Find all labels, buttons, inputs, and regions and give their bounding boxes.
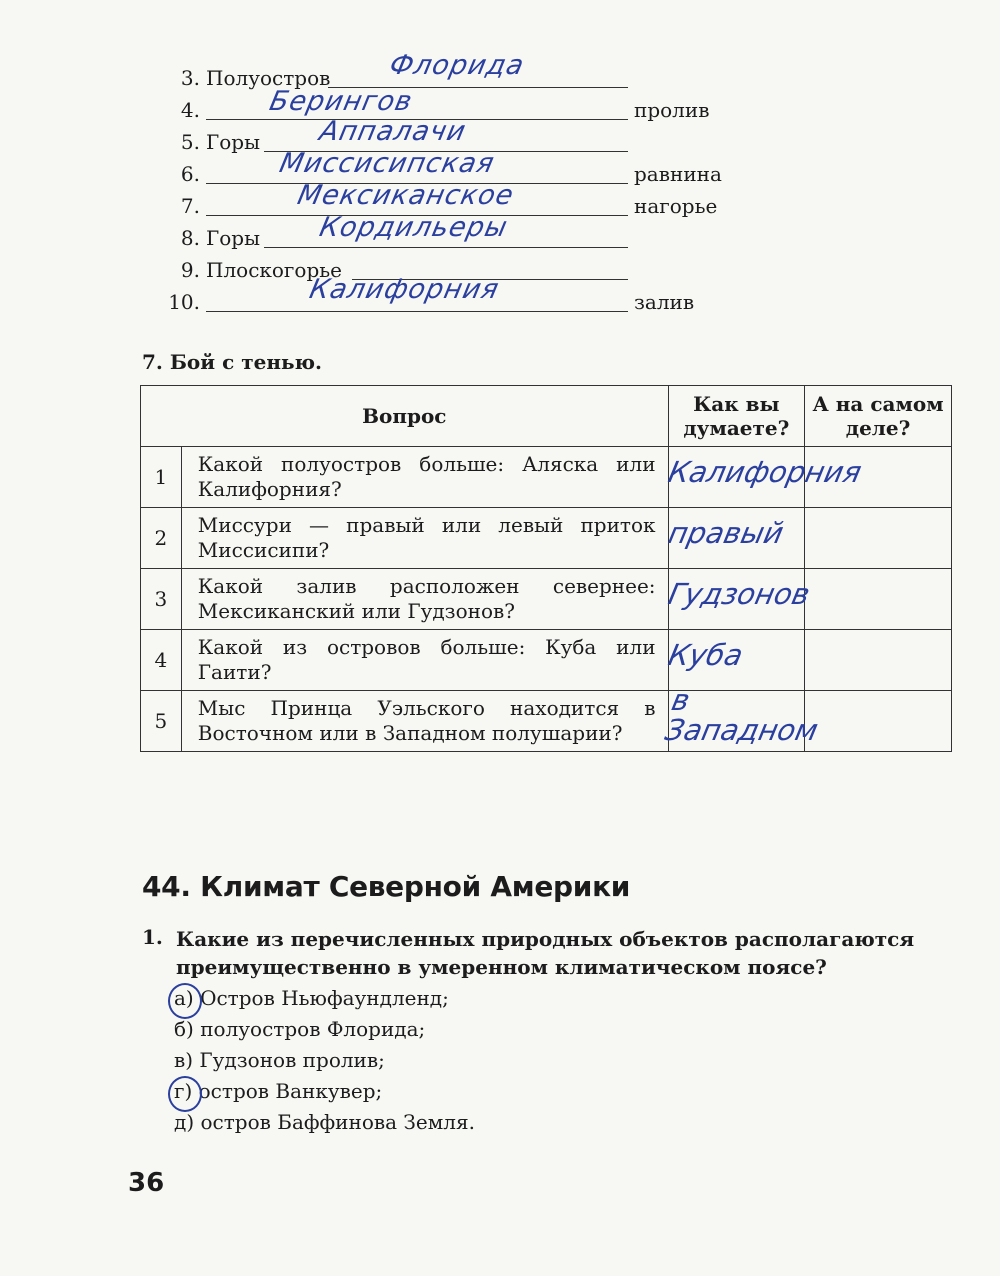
- item-number: 4.: [180, 98, 200, 122]
- table-header-row: [141, 386, 952, 447]
- table-row: [141, 569, 952, 630]
- row-number: 5: [141, 691, 182, 752]
- item-number: 8.: [180, 226, 200, 250]
- item-number: 9.: [180, 258, 200, 282]
- question-text: Какие из перечисленных природных объектов располагаются преимущественно в умеренном климатическом поясе?: [176, 927, 915, 979]
- option-label: а) Остров Ньюфаундленд;: [174, 986, 449, 1010]
- real-answer-cell[interactable]: [805, 691, 952, 752]
- fill-item-3: [160, 50, 760, 94]
- answer-options: [174, 983, 475, 1138]
- option-g[interactable]: [174, 1076, 475, 1107]
- guess-cell[interactable]: [664, 569, 813, 630]
- section-44-title: 44. Климат Северной Америки: [142, 870, 631, 903]
- answer-line[interactable]: [264, 247, 628, 248]
- real-answer-cell[interactable]: [805, 569, 952, 630]
- item-suffix: равнина: [634, 162, 722, 186]
- item-suffix: пролив: [634, 98, 710, 122]
- table-row: [141, 447, 952, 508]
- handwritten-answer: Аппалачи: [316, 116, 470, 147]
- row-number: 2: [141, 508, 182, 569]
- guess-cell[interactable]: [664, 508, 805, 569]
- option-a[interactable]: [174, 983, 475, 1014]
- option-d[interactable]: [174, 1107, 475, 1138]
- page-number: 36: [128, 1168, 165, 1198]
- handwritten-guess: Куба: [664, 638, 746, 672]
- handwritten-guess: правый: [664, 516, 787, 550]
- row-number: 1: [141, 447, 182, 508]
- item-number: 10.: [168, 290, 200, 314]
- header-question: Вопрос: [141, 386, 669, 447]
- fill-item-10: [160, 274, 760, 318]
- handwritten-guess: Гудзонов: [664, 577, 813, 611]
- item-prefix: Полуостров: [206, 66, 331, 90]
- row-question: Мыс Принца Уэльского находится в Восточном или в Западном полушарии?: [181, 691, 668, 752]
- header-guess: Как вы думаете?: [668, 386, 805, 447]
- item-number: 7.: [180, 194, 200, 218]
- item-prefix: Горы: [206, 130, 261, 154]
- fill-item-8: [160, 212, 760, 254]
- table-row: [141, 508, 952, 569]
- guess-cell[interactable]: [664, 447, 865, 508]
- table-row: [141, 691, 952, 752]
- shadow-boxing-table: [140, 385, 952, 752]
- row-question: Какой полуостров больше: Аляска или Калифорния?: [181, 447, 668, 508]
- row-question: Какой из островов больше: Куба или Гаити?: [181, 630, 668, 691]
- question-number: 1.: [142, 925, 163, 949]
- item-number: 3.: [180, 66, 200, 90]
- table-row: [141, 630, 952, 691]
- handwritten-answer: Флорида: [386, 50, 528, 81]
- item-suffix: нагорье: [634, 194, 718, 218]
- item-suffix: залив: [634, 290, 695, 314]
- handwritten-guess: Калифорния: [664, 455, 865, 489]
- row-number: 3: [141, 569, 182, 630]
- option-v[interactable]: [174, 1045, 475, 1076]
- item-number: 5.: [180, 130, 200, 154]
- handwritten-answer: Калифорния: [306, 274, 503, 305]
- guess-cell[interactable]: [661, 683, 821, 752]
- answer-line[interactable]: [206, 311, 628, 312]
- row-question: Миссури — правый или левый приток Миссисипи?: [181, 508, 668, 569]
- header-real: А на самом деле?: [805, 386, 952, 447]
- option-label: б) полуостров Флорида;: [174, 1017, 426, 1041]
- item-prefix: Плоскогорье: [206, 258, 342, 282]
- row-number: 4: [141, 630, 182, 691]
- row-question: Какой залив расположен севернее: Мексиканский или Гудзонов?: [181, 569, 668, 630]
- real-answer-cell[interactable]: [805, 508, 952, 569]
- item-prefix: Горы: [206, 226, 261, 250]
- handwritten-answer: Мексиканское: [294, 180, 517, 211]
- option-label: в) Гудзонов пролив;: [174, 1048, 385, 1072]
- fill-in-list: [160, 50, 760, 318]
- option-label: г) остров Ванкувер;: [174, 1079, 383, 1103]
- handwritten-answer: Кордильеры: [316, 212, 511, 243]
- item-number: 6.: [180, 162, 200, 186]
- real-answer-cell[interactable]: [805, 630, 952, 691]
- handwritten-guess: в Западном: [661, 683, 821, 747]
- option-b[interactable]: [174, 1014, 475, 1045]
- section-7-title: 7. Бой с тенью.: [142, 350, 323, 374]
- guess-cell[interactable]: [664, 630, 805, 691]
- option-label: д) остров Баффинова Земля.: [174, 1110, 475, 1134]
- handwritten-answer: Миссисипская: [276, 148, 498, 179]
- handwritten-answer: Берингов: [266, 86, 416, 117]
